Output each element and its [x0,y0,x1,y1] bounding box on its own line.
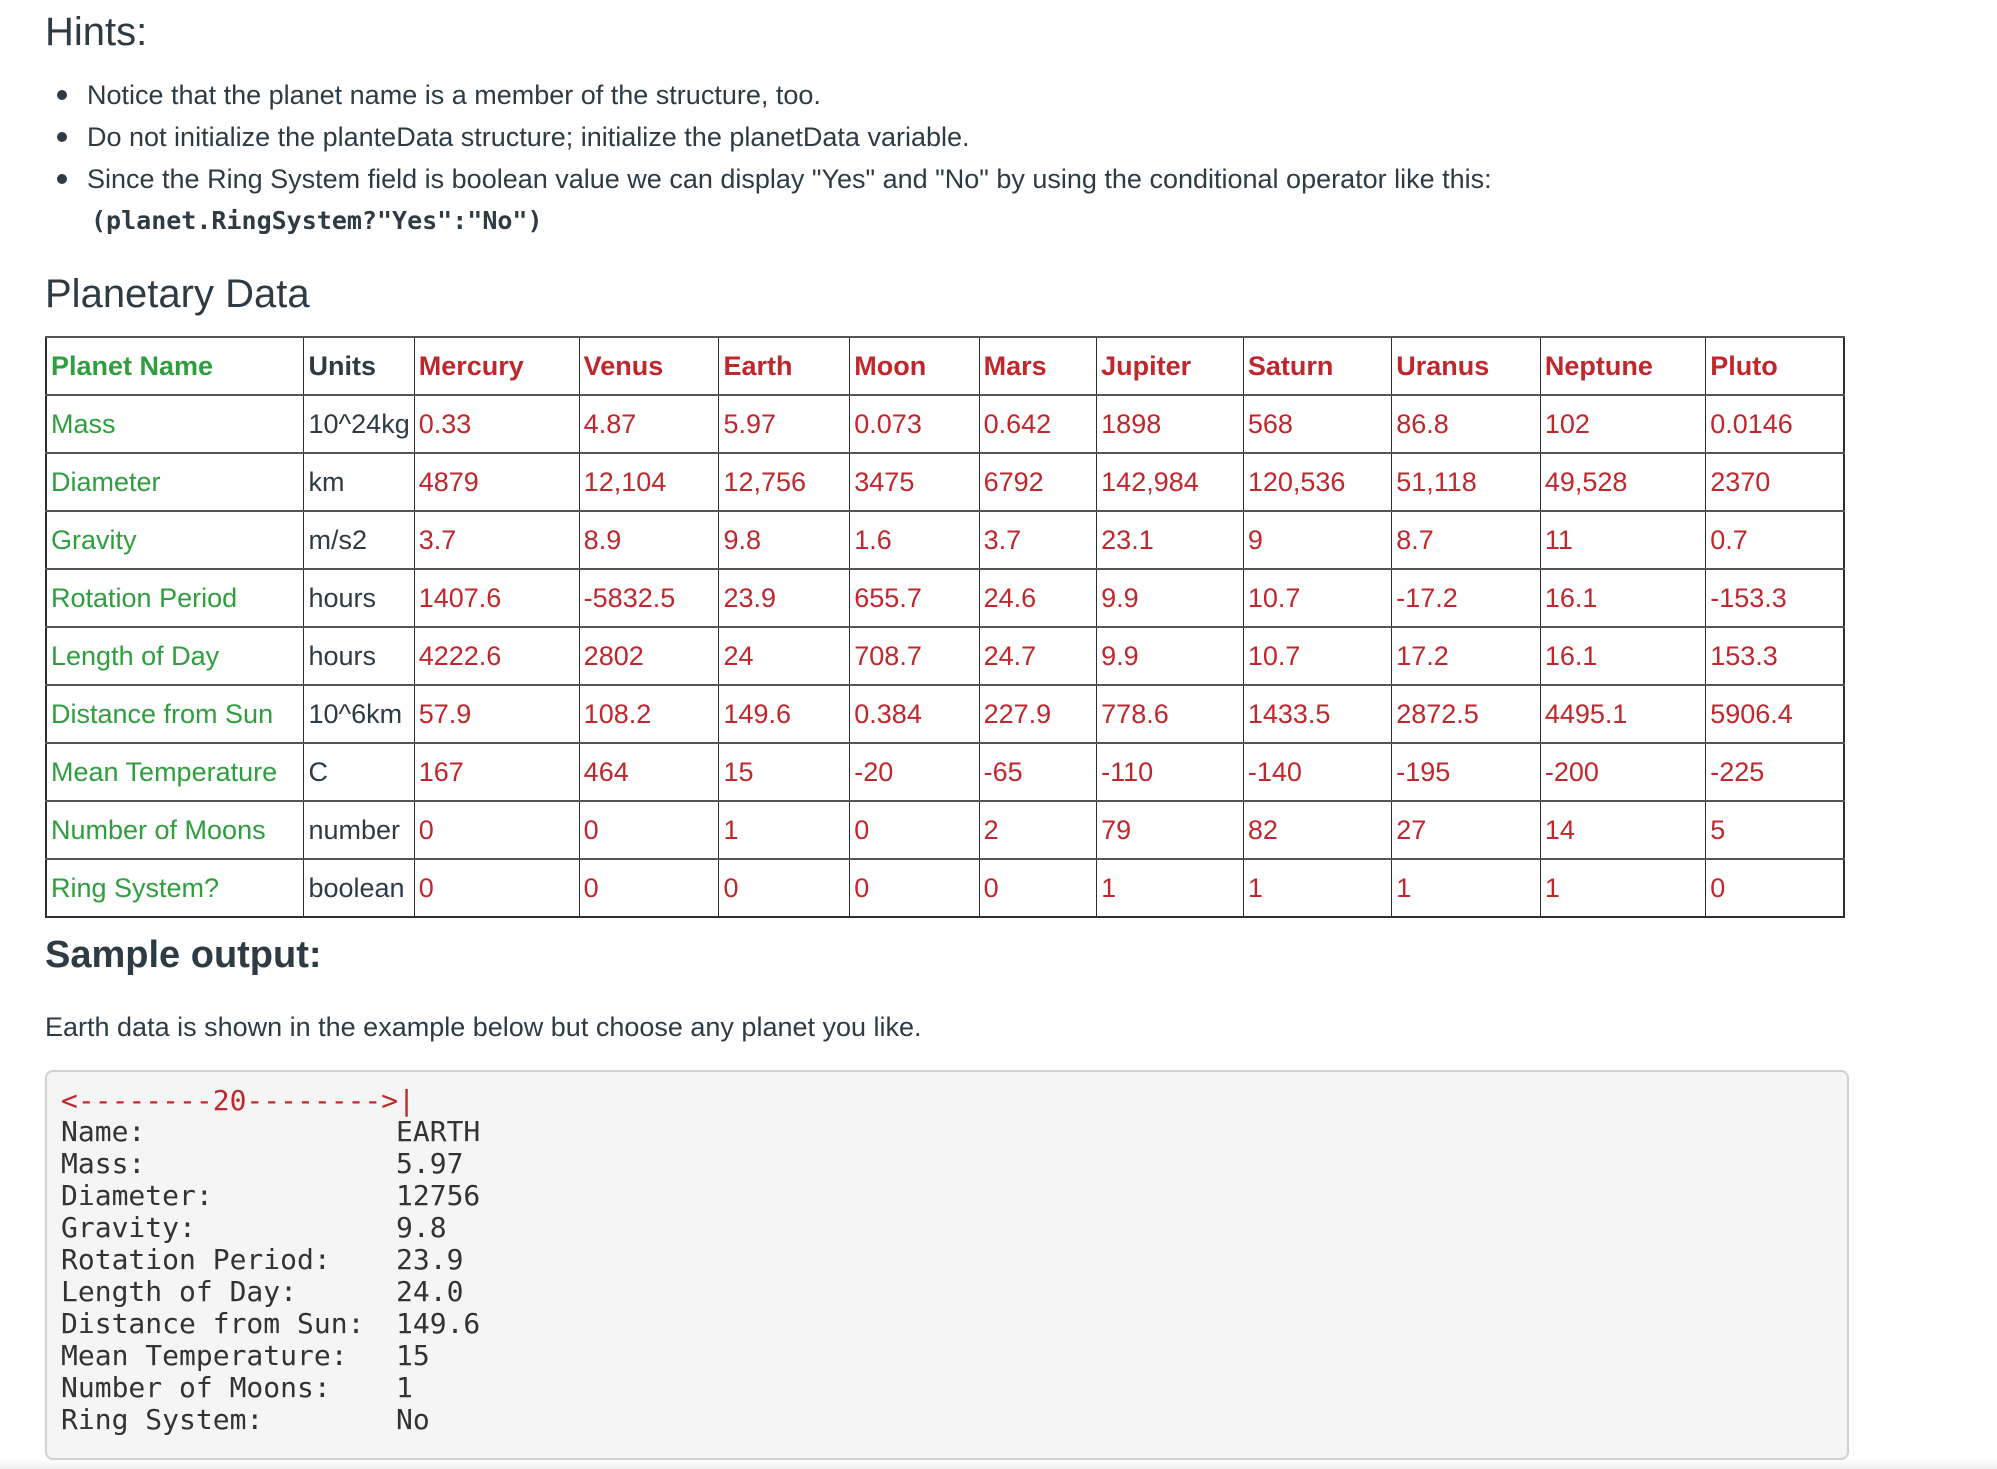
table-row [46,627,1844,685]
sample-output-description: Earth data is shown in the example below but choose any planet you like. [45,1012,922,1042]
table-cell: 8.7 [1392,511,1541,569]
table-cell: 15 [719,743,850,801]
table-cell: 79 [1097,801,1244,859]
table-cell: 0.7 [1706,511,1844,569]
table-cell: 86.8 [1392,395,1541,453]
sample-output-line [61,1212,1833,1244]
row-label: Rotation Period [46,569,304,627]
column-header-planet: Mars [979,337,1097,395]
column-header-units: Units [304,337,414,395]
table-cell: 4222.6 [414,627,579,685]
table-cell: 49,528 [1540,453,1705,511]
sample-output-code-block [45,1070,1849,1460]
table-cell: 0 [850,801,979,859]
table-cell: 11 [1540,511,1705,569]
sample-output-label: Length of Day: [61,1275,298,1308]
table-cell: 14 [1540,801,1705,859]
table-cell: 17.2 [1392,627,1541,685]
table-row [46,685,1844,743]
hints-heading: Hints: [45,10,148,54]
table-cell: 2872.5 [1392,685,1541,743]
row-label: Diameter [46,453,304,511]
table-cell: 9.9 [1097,627,1244,685]
table-cell: -65 [979,743,1097,801]
sample-output-line [61,1180,1833,1212]
row-label: Ring System? [46,859,304,917]
table-cell: 9.8 [719,511,850,569]
table-cell: 5.97 [719,395,850,453]
table-cell: 4495.1 [1540,685,1705,743]
row-label: Mass [46,395,304,453]
table-body [46,395,1844,917]
table-cell: 5906.4 [1706,685,1844,743]
table-cell: 10.7 [1243,569,1391,627]
table-row [46,859,1844,917]
table-cell: 51,118 [1392,453,1541,511]
sample-output-value: 24.0 [396,1275,464,1308]
column-header-planet: Moon [850,337,979,395]
table-cell: 167 [414,743,579,801]
sample-output-line [61,1244,1833,1276]
table-cell: 1433.5 [1243,685,1391,743]
sample-output-label: Gravity: [61,1211,196,1244]
table-cell: 1 [1540,859,1705,917]
table-cell: 0 [979,859,1097,917]
table-cell: -200 [1540,743,1705,801]
sample-output-lines [61,1116,1833,1436]
sample-output-line [61,1340,1833,1372]
hint-item: Do not initialize the planteData structure; initialize the planetData variable. [87,116,1492,158]
table-cell: -5832.5 [579,569,719,627]
table-cell: 0 [579,801,719,859]
column-header-planet: Saturn [1243,337,1391,395]
table-cell: 16.1 [1540,569,1705,627]
table-cell: 778.6 [1097,685,1244,743]
table-cell: 24 [719,627,850,685]
table-cell: 153.3 [1706,627,1844,685]
column-header-planet: Mercury [414,337,579,395]
table-cell: 1 [1097,859,1244,917]
table-cell: 82 [1243,801,1391,859]
table-cell: 708.7 [850,627,979,685]
column-header-planet: Pluto [1706,337,1844,395]
table-cell: 6792 [979,453,1097,511]
table-cell: 9 [1243,511,1391,569]
hint-code: (planet.RingSystem?"Yes":"No") [91,206,543,235]
sample-output-heading: Sample output: [45,934,322,976]
row-unit: 10^6km [304,685,414,743]
row-unit: hours [304,627,414,685]
table-cell: 1 [1392,859,1541,917]
table-cell: 5 [1706,801,1844,859]
table-cell: 27 [1392,801,1541,859]
table-cell: 23.9 [719,569,850,627]
sample-output-value: 1 [396,1371,413,1404]
table-cell: 655.7 [850,569,979,627]
table-cell: 1.6 [850,511,979,569]
sample-output-label: Diameter: [61,1179,213,1212]
row-unit: boolean [304,859,414,917]
table-cell: 2 [979,801,1097,859]
table-cell: 3.7 [979,511,1097,569]
sample-output-line [61,1148,1833,1180]
hint-text: Since the Ring System field is boolean value we can display "Yes" and "No" by using the conditional operator like this: [87,164,1492,194]
sample-output-label: Number of Moons: [61,1371,331,1404]
row-unit: 10^24kg [304,395,414,453]
table-cell: 0 [579,859,719,917]
row-unit: m/s2 [304,511,414,569]
table-row [46,569,1844,627]
row-unit: number [304,801,414,859]
table-cell: 102 [1540,395,1705,453]
row-label: Mean Temperature [46,743,304,801]
sample-output-value: No [396,1403,430,1436]
table-cell: -140 [1243,743,1391,801]
sample-output-value: 9.8 [396,1211,447,1244]
sample-output-line [61,1308,1833,1340]
table-cell: 2802 [579,627,719,685]
sample-output-line [61,1372,1833,1404]
table-cell: 10.7 [1243,627,1391,685]
table-row [46,395,1844,453]
table-cell: -17.2 [1392,569,1541,627]
table-cell: 3.7 [414,511,579,569]
table-cell: 0 [719,859,850,917]
table-row [46,743,1844,801]
table-cell: 23.1 [1097,511,1244,569]
table-cell: 24.6 [979,569,1097,627]
row-label: Gravity [46,511,304,569]
hint-item: Notice that the planet name is a member of the structure, too. [87,74,1492,116]
table-header-row [46,337,1844,395]
table-cell: 4879 [414,453,579,511]
table-row [46,453,1844,511]
table-cell: -195 [1392,743,1541,801]
table-cell: -20 [850,743,979,801]
sample-output-value: 15 [396,1339,430,1372]
row-unit: hours [304,569,414,627]
column-header-planet: Jupiter [1097,337,1244,395]
table-cell: 2370 [1706,453,1844,511]
column-header-planet: Neptune [1540,337,1705,395]
table-cell: 9.9 [1097,569,1244,627]
sample-output-line [61,1404,1833,1436]
table-cell: 8.9 [579,511,719,569]
sample-output-label: Distance from Sun: [61,1307,365,1340]
column-header-planet: Earth [719,337,850,395]
table-cell: 0.0146 [1706,395,1844,453]
table-cell: -225 [1706,743,1844,801]
table-cell: 0.073 [850,395,979,453]
table-cell: 0.384 [850,685,979,743]
sample-output-value: 23.9 [396,1243,464,1276]
table-cell: 568 [1243,395,1391,453]
sample-output-label: Ring System: [61,1403,264,1436]
sample-output-label: Rotation Period: [61,1243,331,1276]
sample-output-label: Mass: [61,1147,146,1180]
table-row [46,511,1844,569]
sample-output-value: 12756 [396,1179,481,1212]
row-label: Length of Day [46,627,304,685]
table-cell: -110 [1097,743,1244,801]
table-cell: -153.3 [1706,569,1844,627]
table-cell: 12,104 [579,453,719,511]
table-row [46,801,1844,859]
table-cell: 24.7 [979,627,1097,685]
table-cell: 4.87 [579,395,719,453]
page-bottom-fade [0,1459,1997,1469]
table-cell: 12,756 [719,453,850,511]
planetary-data-table [45,336,1845,918]
table-cell: 0.642 [979,395,1097,453]
sample-output-line [61,1116,1833,1148]
sample-output-label: Mean Temperature: [61,1339,348,1372]
sample-output-value: 149.6 [396,1307,481,1340]
table-cell: 120,536 [1243,453,1391,511]
table-cell: 3475 [850,453,979,511]
row-unit: C [304,743,414,801]
table-cell: 0 [850,859,979,917]
sample-output-line [61,1276,1833,1308]
table-cell: 1898 [1097,395,1244,453]
table-cell: 464 [579,743,719,801]
table-cell: 227.9 [979,685,1097,743]
row-label: Number of Moons [46,801,304,859]
hint-item [87,158,1492,242]
table-cell: 0 [1706,859,1844,917]
row-label: Distance from Sun [46,685,304,743]
sample-output-label: Name: [61,1115,146,1148]
table-cell: 57.9 [414,685,579,743]
table-cell: 149.6 [719,685,850,743]
sample-output-value: 5.97 [396,1147,464,1180]
table-cell: 1 [1243,859,1391,917]
sample-output-value: EARTH [396,1115,481,1148]
table-cell: 0.33 [414,395,579,453]
table-cell: 108.2 [579,685,719,743]
table-cell: 1 [719,801,850,859]
column-header-planet-name: Planet Name [46,337,304,395]
table-cell: 1407.6 [414,569,579,627]
table-cell: 0 [414,801,579,859]
column-header-planet: Venus [579,337,719,395]
table-cell: 142,984 [1097,453,1244,511]
width-ruler: <--------20-------->| [61,1084,416,1117]
hints-list [45,74,1492,242]
column-header-planet: Uranus [1392,337,1541,395]
row-unit: km [304,453,414,511]
table-cell: 16.1 [1540,627,1705,685]
planetary-data-heading: Planetary Data [45,272,310,316]
table-cell: 0 [414,859,579,917]
